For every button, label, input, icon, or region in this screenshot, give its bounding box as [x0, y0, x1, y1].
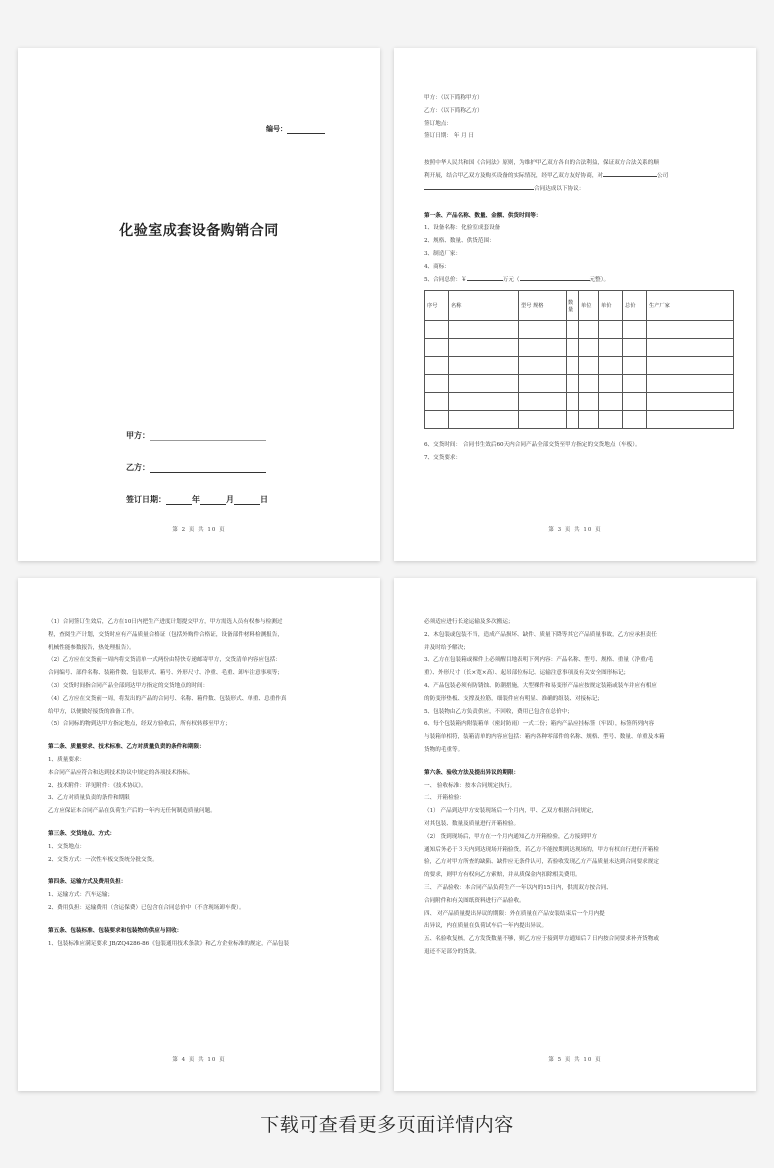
- delivery-place: 7、交货要求：: [424, 455, 462, 462]
- party-b-field: [126, 462, 266, 473]
- paragraph-line: 4、产品包装必须有防锈蚀、防潮措施，大型裸件和易变形产品应按规定装箱或装车并应有相应: [424, 682, 657, 689]
- page-footer: 第 2 页 共 10 页: [172, 527, 226, 533]
- paragraph-line: 程，查阅生产计划，交货时应有产品质量合格证（包括外购件合格证，设备部件材料检测报告，: [48, 631, 283, 638]
- total-prefix: 5、合同总价：￥: [424, 276, 467, 283]
- year-label: 年: [192, 495, 200, 504]
- table-row: [425, 321, 734, 339]
- intro-text-end: 合同达成以下协议：: [534, 185, 585, 192]
- paragraph-line: （3）交货时间指合同产品全部到达甲方指定的交货地点的时间：: [48, 682, 209, 689]
- total-price-line: [424, 274, 734, 287]
- table-header-cell: 型号 规格: [519, 291, 567, 321]
- table-header-cell: 数量: [567, 291, 579, 321]
- page-content: [424, 616, 734, 959]
- table-header-cell: 生产厂家: [647, 291, 734, 321]
- table-header-cell: 名称: [449, 291, 519, 321]
- paragraph-line: 1、包装标准应满足要求 JB/ZQ4286-86《包装通用技术条款》和乙方企业标准的规定，产品包装: [48, 940, 290, 947]
- paragraph-line: 2、费用负担：运输费用（含运保费）已包含在合同总价中（不含现场卸车费）。: [48, 904, 245, 911]
- paragraph-line: 货物的毛重等。: [424, 746, 464, 753]
- header-line: 签订日期： 年 月 日: [424, 133, 475, 140]
- paragraph-line: 并及时给予解决；: [424, 644, 469, 651]
- paragraph-line: 重）、外形尺寸（长×宽×高）、起吊部位标记、运输注意事项及有关安全图形标记；: [424, 670, 630, 677]
- year-blank: [166, 496, 192, 505]
- paragraph-line: 的防变形垫板、支撑及拉筋，细装件应有明显、准确的组装、对接标记；: [424, 695, 604, 702]
- total-wan-blank: [467, 275, 503, 281]
- paragraph-line: 通知后务必于３天内到达现场开箱验货，若乙方不能按期到达现场的，甲方有权自行进行开箱检: [424, 846, 659, 853]
- page-footer: 第 4 页 共 10 页: [172, 1057, 226, 1063]
- contract-number-blank: [287, 126, 325, 134]
- product-table: [424, 290, 734, 429]
- paragraph-line: 退还不足部分的货款。: [424, 948, 480, 955]
- paragraph-line: 5、包装物由乙方负责供应，不回收，费用已包含在总价中；: [424, 708, 573, 715]
- total-suffix: 元整）。: [589, 276, 610, 283]
- intro-text: 利开展，结合甲乙双方及购买设备的实际情况，经甲乙双方友好协商，对: [424, 172, 604, 179]
- paragraph-line: 必须适应进行长途运输及多次搬运；: [424, 619, 514, 625]
- table-header-row: [425, 291, 734, 321]
- paragraph-line: 2、木包装或包装不当，造成产品损坏、缺件、质量下降等其它产品质量事故，乙方应承担责任: [424, 631, 657, 638]
- day-blank: [234, 496, 260, 505]
- article-heading: 第一条、产品名称、数量、金额、供货时间等：: [424, 212, 542, 219]
- table-header-cell: 总价: [623, 291, 647, 321]
- table-row: [425, 411, 734, 429]
- paragraph-line: （1）合同签订生效后，乙方在10日内把生产进度计划提交甲方，甲方需选人员有权参与检测过: [48, 619, 283, 625]
- paragraph-line: 本合同产品应符合和达到技术协议中规定的各项技术指标。: [48, 769, 194, 776]
- article-heading: 第四条、运输方式及费用负担：: [48, 879, 127, 886]
- table-header-cell: 单位: [579, 291, 599, 321]
- party-b-blank: [150, 464, 266, 473]
- month-blank: [200, 496, 226, 505]
- sign-date-label: 签订日期：: [126, 495, 166, 504]
- document-page-2: [394, 48, 756, 561]
- item-line: 2、规格、数量、供货范围：: [424, 238, 495, 245]
- document-page-4: [394, 578, 756, 1091]
- paragraph-line: 对其包装、数量及质量进行开箱检验。: [424, 820, 520, 827]
- article-heading: 第二条、质量要求、技术标准、乙方对质量负责的条件和期限：: [48, 744, 205, 751]
- delivery-time: 6、交货时间： 合同书生效后60天内合同产品全部交货至甲方指定的交货地点（车板）。: [424, 442, 641, 449]
- intro-line: 按照中华人民共和国《合同法》原则，为维护甲乙双方各自的合法利益，保证双方合法关系的顺: [424, 160, 659, 167]
- header-line: 甲方：（以下简称甲方）: [424, 95, 483, 101]
- paragraph-line: 二、 开箱检验：: [424, 795, 465, 802]
- paragraph-line: （2） 货到现场后，甲方在一个月内通知乙方开箱检验，乙方接到甲方: [424, 833, 598, 840]
- paragraph-line: 五、名验收复核，乙方发货数量不够，则乙方应于接到甲方通知后７日内按合同要求补齐货物或: [424, 936, 659, 943]
- contract-blank: [424, 184, 534, 190]
- party-b-label: 乙方：: [126, 463, 150, 472]
- paragraph-line: （2）乙方应在交货前一周内将交货清单一式两份由特快专递邮寄甲方，交货清单内容应包括：: [48, 657, 281, 664]
- month-label: 月: [226, 495, 234, 504]
- page-footer: 第 3 页 共 10 页: [548, 527, 602, 533]
- document-page-cover: [18, 48, 380, 561]
- paragraph-line: （5）合同标的物到达甲方指定地点，经双方验收后，所有权转移至甲方；: [48, 721, 231, 728]
- page-footer: 第 5 页 共 10 页: [548, 1057, 602, 1063]
- party-a-blank: [150, 432, 266, 441]
- paragraph-line: 验，乙方对甲方所查的缺陷、缺件应无条件认可，若验收发现乙方产品质量未达到合同要求规定: [424, 859, 659, 866]
- total-yuan-blank: [520, 275, 590, 281]
- paragraph-line: 1、质量要求：: [48, 756, 86, 763]
- table-row: [425, 393, 734, 411]
- table-header-cell: 单价: [599, 291, 623, 321]
- download-caption: 下载可查看更多页面详情内容: [260, 1114, 514, 1136]
- paragraph-line: 2、技术附件：详见附件：《技术协议》。: [48, 782, 147, 789]
- paragraph-line: 合同编号、部件名称、装箱件数、包装形式、箱号、外形尺寸、净重、毛重、卸车注意事项等；: [48, 670, 283, 677]
- table-row: [425, 339, 734, 357]
- table-row: [425, 357, 734, 375]
- item-line: 1、设备名称：化验室成套设备: [424, 225, 501, 232]
- article-heading: 第三条、交货地点、方式：: [48, 830, 116, 837]
- paragraph-line: （1） 产品到达甲方安装现场后一个月内，甲、乙双方根据合同规定，: [424, 808, 598, 815]
- paragraph-line: 三、 产品验收：本合同产品负荷生产一年以内的15日内，供需双方按合同、: [424, 884, 612, 891]
- paragraph-line: 与装箱单相符，装箱清单的内容应包括：箱内各种零部件的名称、规格、型号、数量、单重及本箱: [424, 734, 665, 741]
- party-a-field: [126, 430, 266, 441]
- party-a-label: 甲方：: [126, 431, 150, 440]
- table-row: [425, 375, 734, 393]
- intro-text-end: 公司: [657, 172, 669, 179]
- paragraph-line: （4）乙方应在交货前一周，将发出的产品的合同号、名称、箱件数、包装形式、单重、总重作真: [48, 695, 287, 702]
- contract-number-label: 编号：: [266, 124, 287, 133]
- paragraph-line: 给甲方，以便做好接货的准备工作。: [48, 708, 138, 715]
- paragraph-line: 1、交货地点：: [48, 843, 86, 850]
- total-mid: 万元（: [502, 276, 520, 283]
- sign-date-field: [126, 494, 268, 505]
- paragraph-line: 2、交货方式：一次性车板交货统分批交货。: [48, 856, 158, 863]
- paragraph-line: 合同附件和有关图纸资料进行产品验收。: [424, 897, 525, 904]
- paragraph-line: 3、乙方对质量负责的条件和期限: [48, 795, 130, 802]
- paragraph-line: 机械性能参数报告，热处理报告）。: [48, 644, 135, 651]
- contract-number: [266, 124, 325, 134]
- paragraph-line: 四、 对产品质量提出异议的期限：外在质量在产品安装结束后一个月内提: [424, 910, 605, 917]
- contract-title: 化验室成套设备购销合同: [119, 223, 279, 239]
- table-header-cell: 序号: [425, 291, 449, 321]
- article-heading: 第五条、包装标准、包装要求和包装物的供应与回收：: [48, 927, 183, 934]
- document-page-3: [18, 578, 380, 1091]
- item-line: 3、制造厂家：: [424, 250, 462, 257]
- header-line: 乙方：（以下简称乙方）: [424, 107, 483, 114]
- paragraph-line: 的要求，则甲方有权向乙方索赔，并从质保金内扣除相关费用。: [424, 872, 581, 879]
- paragraph-line: 6、每个包装箱内附装箱单（密封防雨）一式二份；箱内产品应挂标签（牢固），标签所列内容: [424, 721, 655, 728]
- paragraph-line: 一、 验收标准：按本合同规定执行。: [424, 782, 516, 789]
- page-content: [48, 616, 358, 950]
- item-line: 4、商标：: [424, 263, 450, 270]
- paragraph-line: 出异议，内在质量在负荷试车后一年内提出异议。: [424, 923, 548, 930]
- paragraph-line: 1、运输方式：汽车运输；: [48, 892, 114, 899]
- company-blank: [603, 171, 657, 177]
- intro-line: [424, 183, 734, 196]
- intro-line: [424, 170, 734, 183]
- paragraph-line: 3、乙方在包装箱或裸件上必须醒目地表明下列内容：产品名称、型号、规格、重量（净重/毛: [424, 657, 654, 664]
- header-line: 签订地点：: [424, 120, 452, 127]
- day-label: 日: [260, 495, 268, 504]
- article-heading: 第六条、验收方法及提出异议的期限：: [424, 769, 520, 776]
- paragraph-line: 乙方应保证本合同产品在负荷生产后的一年内无任何制造质量问题。: [48, 808, 216, 815]
- page-content: [424, 92, 734, 465]
